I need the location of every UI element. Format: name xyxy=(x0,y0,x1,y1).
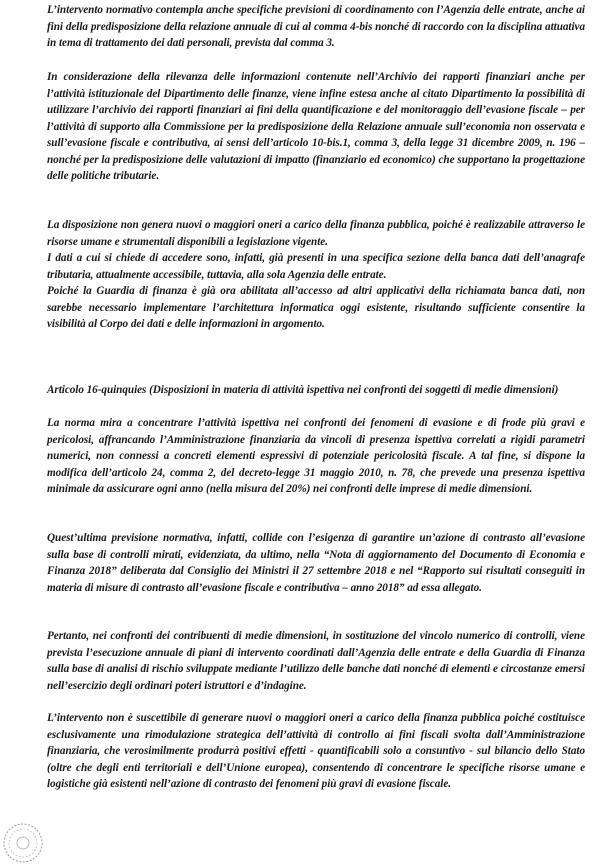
paragraph-norma: La norma mira a concentrare l’attività ispettiva nei confronti dei fenomeni di evasione e di frode più gravi e pericolosi, affrancando l’Amministrazione finanziaria da vincoli di presenza ispettiva correlati a rigidi parametri numerici, non connessi a concreti elementi espressivi di potenziale pericolosità fiscale. A tal fine, si dispone la modifica dell’articolo 24, comma 2, del decreto-legge 31 maggio 2010, n. 78, che prevede una presenza ispettiva minimale da assicurare ogni anno (nella misura del 20%) nei confronti delle imprese di medie dimensioni. xyxy=(47,417,585,495)
paragraph-dati-anagrafe: I dati a cui si chiede di accedere sono, infatti, già presenti in una specifica sezione della banca dati dell’anagrafe tributaria, attualmente accessibile, tuttavia, alla sola Agenzia delle entrate. xyxy=(47,252,585,281)
paragraph-intervento-oneri: L’intervento non è suscettibile di generare nuovi o maggiori oneri a carico della finanza pubblica poiché costituisce esclusivamente una rimodulazione strategica dell’attività di controllo ai fini fiscali svolta dall’Amministrazione finanziaria, che verosimilmente produrrà positivi effetti - quantificabili solo a consuntivo - sul bilancio dello Stato (oltre che degli enti territoriali e dell’Unione europea), consentendo di concentrare le specifiche risorse umane e logistiche già esistenti nell’azione di contrasto dei fenomeni più gravi di evasione fiscale. xyxy=(47,712,585,790)
paragraph-dipartimento-finanze: In considerazione della rilevanza delle informazioni contenute nell’Archivio dei rapporti finanziari anche per l’attività istituzionale del Dipartimento delle finanze, viene infine estesa anche al citato Dipartimento la possibilità di utilizzare l’archivio dei rapporti finanziari ai fini della quantificazione e del monitoraggio dell’evasione fiscale – per l’attività di supporto alla Commissione per la predisposizione della Relazione annuale sull’economia non osservata e sull’evasione fiscale e contributiva, ai sensi dell’articolo 10-bis.1, comma 3, della legge 31 dicembre 2009, n. 196 – nonché per la predisposizione delle valutazioni di impatto (finanziario ed economico) che supportano la progettazione delle politiche tributarie. xyxy=(47,71,585,182)
paragraph-previsione-normativa: Quest’ultima previsione normativa, infatti, collide con l’esigenza di garantire un’azione di contrasto all’evasione sulla base di controlli mirati, evidenziata, da ultimo, nella “Nota di aggiornamento del Documento di Economia e Finanza 2018” deliberata dal Consiglio dei Ministri il 27 settembre 2018 e nel “Rapporto sui risultati conseguiti in materia di misure di contrasto all’evasione fiscale e contributiva – anno 2018” ad essa allegato. xyxy=(47,532,585,594)
article-heading: Articolo 16-quinquies (Disposizioni in materia di attività ispettiva nei confronti dei soggetti di medie dimensioni) xyxy=(47,384,559,396)
paragraph-pertanto: Pertanto, nei confronti dei contribuenti di medie dimensioni, in sostituzione del vincolo numerico di controlli, viene prevista l’esecuzione annuale di piani di intervento coordinati dall’Agenzia delle entrate e della Guardia di Finanza sulla base di analisi di rischio sviluppate mediante l’utilizzo delle banche dati nonché di elementi e circostanze emersi nell’esercizio degli ordinari poteri istruttori e d’indagine. xyxy=(47,630,585,692)
stamp-seal-icon xyxy=(2,822,44,864)
paragraph-nessun-onere: La disposizione non genera nuovi o maggiori oneri a carico della finanza pubblica, poiché è realizzabile attraverso le risorse umane e strumentali disponibili a legislazione vigente. xyxy=(47,219,585,248)
paragraph-guardia-finanza: Poiché la Guardia di finanza è già ora abilitata all’accesso ad altri applicativi della richiamata banca dati, non sarebbe necessario implementare l’architettura informatica oggi esistente, risultando sufficiente consentire la visibilità al Corpo dei dati e delle informazioni in argomento. xyxy=(47,285,585,330)
paragraph-coordinamento: L’intervento normativo contempla anche specifiche previsioni di coordinamento con l’Agenzia delle entrate, anche ai fini della predisposizione della relazione annuale di cui al comma 4-bis nonché di raccordo con la disciplina attuativa in tema di trattamento dei dati personali, prevista dal comma 3. xyxy=(47,4,585,49)
